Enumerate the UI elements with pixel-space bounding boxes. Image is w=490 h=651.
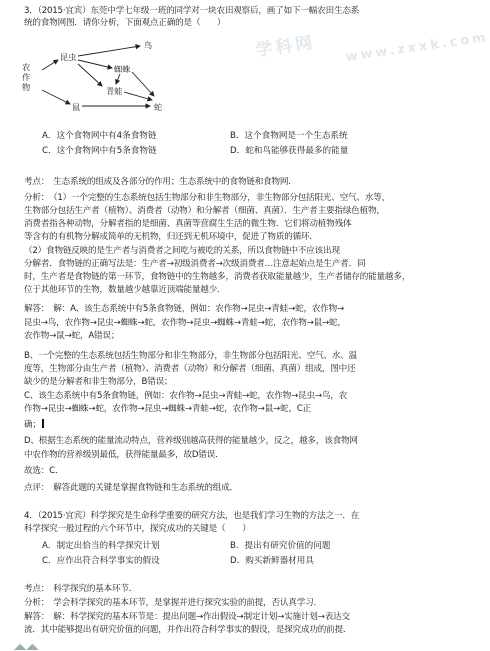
q3-answer-8-wrap [24,419,436,431]
q3-analysis-3: 消费者指各种动物，分解者指的是细菌、真菌等营腐生生活的微生物．它们将动植物残体 [24,219,352,229]
q3-choice: 故选：C． [24,466,64,476]
q3-answer-10: 中农作物的营养级别最低，获得能量最多，故D错误． [24,450,224,460]
q3-answer-2: 农作物→鼠→蛇，A错误； [24,331,120,341]
q3-analysis-2: 生物部分包括生产者（植物）、消费者（动物）和分解者（细菌、真菌）．生产者主要指绿色植物， [24,206,385,216]
q3-answer-7: 作物→昆虫→蜘蛛→蛇，农作物→昆虫→蜘蛛→青蛙→蛇，农作物→鼠→蛇，C正 [24,404,312,414]
q3-answer-3: B、一个完整的生态系统包括生物部分和非生物部分，非生物部分包括阳光、空气、水、温 [24,351,358,361]
q3-answer-1: 昆虫→鸟，农作物→昆虫→蜘蛛→蛇，农作物→昆虫→蜘蛛→青蛙→蛇，农作物→鼠→蛇， [24,318,346,328]
q3-analysis-6: 分解者．食物链的正确写法是：生产者→初级消费者→次级消费者…注意起始点是生产者．同 [24,259,366,269]
node-frog: 青蛙 [106,86,123,96]
footer-logo-icon: ◢◣◢◣ [14,642,39,651]
watermark: 学科网 [254,32,317,62]
node-mouse: 鼠 [72,102,81,112]
q3-answer-0: 解答： 解：A、该生态系统中有5条食物链，例如：农作物→昆虫→青蛙→蛇，农作物→ [24,304,345,314]
node-plants-3: 物 [22,82,31,92]
q4-stem-line2: 科学探究一般过程的六个环节中，探究成功的关键是（ ） [24,524,251,534]
q3-analysis-1: 分析： （1）一个完整的生态系统包括生物部分和非生物部分，非生物部分包括阳光、空气、水等， [24,193,390,203]
q3-option-b: B．这个食物网是一个生态系统 [230,131,348,141]
q3-analysis-0: 考点： 生态系统的组成及各部分的作用；生态系统中的食物链和食物网． [24,177,297,187]
q3-option-c: C．这个食物网中有5条食物链 [42,146,157,156]
node-plants-1: 农 [22,62,31,72]
q3-answer-5: 缺少的是分解者和非生物部分，B错误； [24,377,173,387]
q3-stem-line1: 3．（2015·宜宾）东莞中学七年级一班的同学对一块农田观察后，画了如下一幅农田生态系 [24,6,360,16]
q4-jieda-line1: 解答： 解：科学探究的基本环节是：提出问题→作出假设→制定计划→实施计划→表达交 [24,612,350,622]
q3-analysis-8: 位于其他环节的生物，数量越少越靠近顶端能量越少． [24,285,226,295]
node-snake: 蛇 [154,102,163,112]
watermark-url: www.zxxk.com [344,30,490,65]
q4-option-d: D．购买新鲜器材用具 [230,556,314,566]
node-insect: 昆虫 [60,52,77,62]
q3-answer-6: C、该生态系统中有5条食物链，例如：农作物→昆虫→青蛙→蛇，农作物→昆虫→鸟，农 [24,391,348,401]
q3-answer-8: 确； [24,420,41,430]
q3-analysis-7: 时，生产者是食物链的第一环节，食物链中的生物越多，消费者获取能量越少，生产者储存的能量越多， [24,272,411,282]
q3-analysis-5: （2）食物链反映的是生产者与消费者之间吃与被吃的关系，所以食物链中不应该出现 [24,246,340,256]
q4-jieda-line2: 流．其中能够提出有研究价值的问题，并作出符合科学事实的假设，是探究成功的前提． [24,625,352,635]
text-cursor [42,419,44,428]
q3-answer-4: 度等，生物部分由生产者（植物）、消费者（动物）和分解者（细菌、真菌）组成，图中还 [24,364,356,374]
node-plants-2: 作 [22,72,31,82]
q4-fenxi: 分析： 学会科学探究的基本环节，是掌握并进行探究实验的前提，否认真学习． [24,598,322,608]
q3-option-a: A．这个食物网中有4条食物链 [42,131,157,141]
q4-option-a: A．制定出恰当的科学探究计划 [42,541,160,551]
node-spider: 蜘蛛 [114,64,131,74]
q4-stem-line1: 4．（2015·宜宾）科学探究是生命科学重要的研究方法，也是我们学习生物的方法之一．在 [24,511,360,521]
q3-comment: 点评： 解答此题的关键是掌握食物链和生态系统的组成． [24,483,238,493]
q3-option-d: D．蛇和鸟能够获得最多的能量 [230,146,349,156]
q4-option-c: C．应作出符合科学事实的假设 [42,556,160,566]
q3-analysis-4: 等含有的有机物分解成简单的无机物，归还到无机环境中，促进了物质的循环． [24,232,318,242]
q4-option-b: B．提出有研究价值的问题 [230,541,331,551]
node-bird: 鸟 [144,40,153,50]
q3-answer-9: D、根据生态系统的能量流动特点，营养级别越高获得的能量越少，反之，越多，该食物网 [24,436,358,446]
q3-stem-line2: 统的食物网图．请你分析，下面观点正确的是（ ） [24,18,226,28]
q4-kaodian: 考点： 科学探究的基本环节． [24,584,138,594]
food-web-diagram [20,38,200,118]
